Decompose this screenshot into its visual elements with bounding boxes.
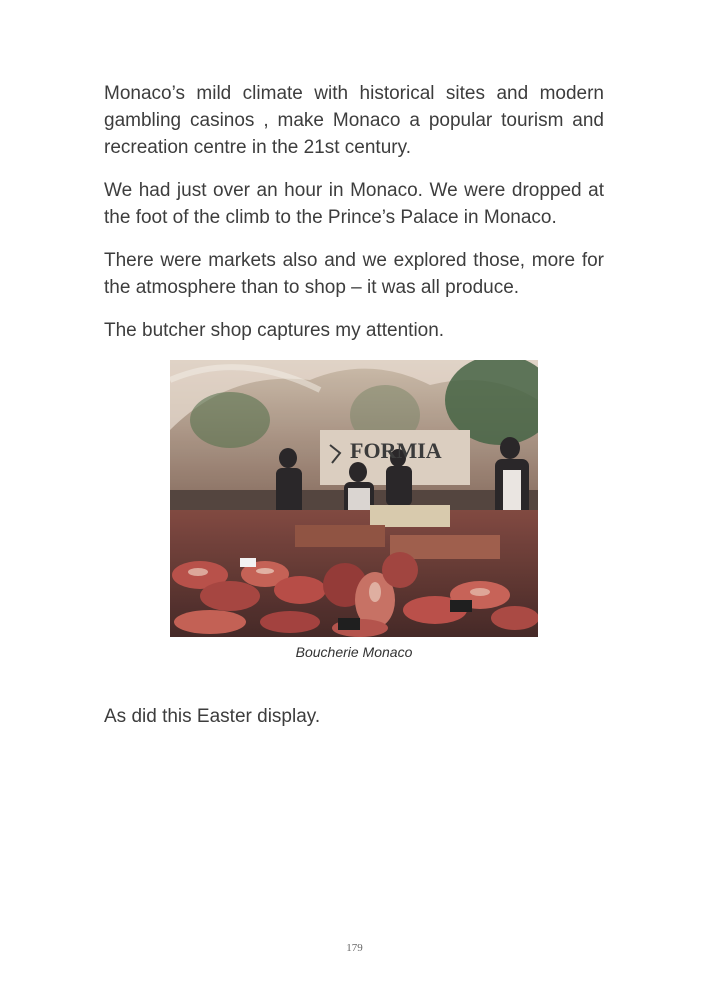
paragraph-markets bbox=[104, 247, 604, 301]
photo-illustration bbox=[170, 360, 538, 637]
paragraph-arrival bbox=[104, 177, 604, 231]
paragraph-butcher bbox=[104, 317, 604, 344]
paragraph-text: Monaco’s mild climate with historical sites and modern gambling casinos , make Monaco a popular tourism and recreation centre in the 21st century. bbox=[104, 83, 604, 158]
paragraph-text: We had just over an hour in Monaco. We were dropped at the foot of the climb to the Prince’s Palace in Monaco. bbox=[104, 180, 604, 228]
shop-sign-text: FORMIA bbox=[350, 438, 442, 463]
paragraph-text: The butcher shop captures my attention. bbox=[104, 320, 445, 341]
paragraph-easter bbox=[104, 703, 604, 730]
page-number: 179 bbox=[346, 942, 363, 954]
paragraph-climate bbox=[104, 80, 604, 161]
paragraph-text: There were markets also and we explored those, more for the atmosphere than to shop – it was all produce. bbox=[104, 250, 604, 298]
paragraph-text: As did this Easter display. bbox=[104, 706, 321, 727]
figure-caption: Boucherie Monaco bbox=[295, 644, 413, 660]
butcher-shop-photo bbox=[170, 360, 538, 637]
